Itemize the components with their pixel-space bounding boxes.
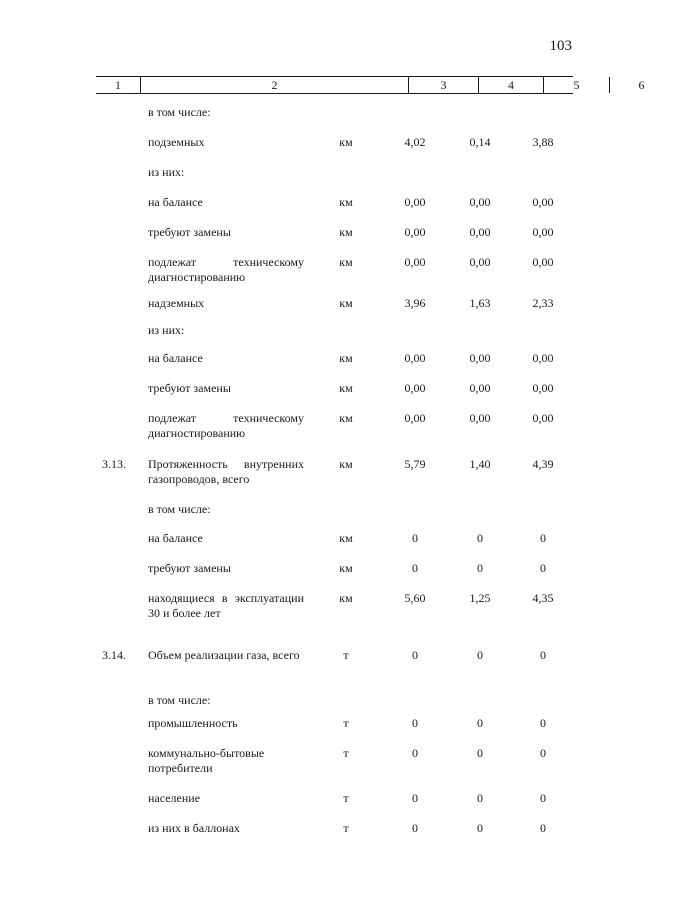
row-value-col4: 0,00 — [404, 351, 426, 365]
row-name: коммунально-бытовые потребители — [148, 746, 265, 775]
row-unit: км — [339, 296, 353, 310]
row-value-col6: 0,00 — [532, 411, 554, 425]
row-value-col5: 0,14 — [469, 135, 491, 149]
row-value-col5: 0,00 — [469, 225, 491, 239]
row-name: население — [148, 791, 201, 805]
row-value-col5: 0 — [477, 746, 483, 760]
row-value-col4: 0,00 — [404, 381, 426, 395]
row-value-col5: 0,00 — [469, 195, 491, 209]
row-value-col5: 0 — [477, 561, 483, 575]
row-name: требуют замены — [148, 561, 231, 575]
row-unit: км — [339, 135, 353, 149]
row-value-col5: 0,00 — [469, 411, 491, 425]
row-number: 3.13. — [102, 457, 126, 471]
row-name: на балансе — [148, 351, 203, 365]
row-name: из них: — [148, 323, 185, 337]
row-unit: км — [339, 561, 353, 575]
row-value-col5: 0,00 — [469, 255, 491, 269]
row-unit: т — [343, 648, 349, 662]
row-name: из них: — [148, 165, 185, 179]
row-name: промышленность — [148, 716, 238, 730]
row-value-col5: 0 — [477, 648, 483, 662]
row-unit: км — [339, 591, 353, 605]
row-name: в том числе: — [148, 502, 211, 516]
header-col-2: 2 — [140, 77, 408, 93]
row-value-col6: 0 — [540, 791, 546, 805]
row-value-col6: 4,39 — [532, 457, 554, 471]
row-unit: км — [339, 195, 353, 209]
row-value-col4: 0 — [412, 561, 418, 575]
row-value-col4: 0 — [412, 648, 418, 662]
row-number: 3.14. — [102, 648, 126, 662]
row-value-col6: 0 — [540, 648, 546, 662]
row-name: находящиеся в эксплуатации 30 и более лет — [148, 591, 304, 620]
row-value-col4: 0,00 — [404, 225, 426, 239]
row-unit: км — [339, 531, 353, 545]
row-value-col6: 4,35 — [532, 591, 554, 605]
row-value-col6: 0,00 — [532, 195, 554, 209]
row-value-col6: 0,00 — [532, 351, 554, 365]
row-name: на балансе — [148, 531, 203, 545]
row-name: на балансе — [148, 195, 203, 209]
row-unit: т — [343, 716, 349, 730]
row-name: надземных — [148, 296, 205, 310]
row-value-col4: 5,60 — [404, 591, 426, 605]
row-value-col4: 0,00 — [404, 255, 426, 269]
row-unit: км — [339, 457, 353, 471]
row-name: подземных — [148, 135, 205, 149]
row-unit: т — [343, 791, 349, 805]
row-value-col5: 0,00 — [469, 351, 491, 365]
row-name: Объем реализации газа, всего — [148, 648, 300, 662]
row-value-col4: 4,02 — [404, 135, 426, 149]
row-value-col6: 0 — [540, 531, 546, 545]
row-value-col6: 2,33 — [532, 296, 554, 310]
row-unit: км — [339, 225, 353, 239]
row-value-col5: 1,63 — [469, 296, 491, 310]
row-name: в том числе: — [148, 105, 211, 119]
row-value-col4: 0 — [412, 746, 418, 760]
row-value-col6: 0,00 — [532, 381, 554, 395]
row-value-col4: 0,00 — [404, 195, 426, 209]
row-name: Протяженность внутренних газопроводов, всего — [148, 457, 304, 486]
row-unit: км — [339, 351, 353, 365]
row-value-col5: 0,00 — [469, 381, 491, 395]
row-value-col6: 0 — [540, 821, 546, 835]
header-col-6: 6 — [609, 77, 673, 93]
row-value-col4: 0,00 — [404, 411, 426, 425]
row-value-col6: 0,00 — [532, 225, 554, 239]
row-value-col6: 3,88 — [532, 135, 554, 149]
row-value-col5: 0 — [477, 791, 483, 805]
page-number: 103 — [549, 38, 572, 54]
row-name: подлежат техническому диагностированию — [148, 255, 304, 284]
row-name: в том числе: — [148, 693, 211, 707]
row-unit: км — [339, 381, 353, 395]
row-unit: км — [339, 411, 353, 425]
row-value-col6: 0,00 — [532, 255, 554, 269]
row-value-col4: 0 — [412, 791, 418, 805]
table-header-row — [96, 76, 645, 94]
row-value-col4: 3,96 — [404, 296, 426, 310]
row-value-col4: 5,79 — [404, 457, 426, 471]
row-value-col6: 0 — [540, 561, 546, 575]
row-value-col4: 0 — [412, 531, 418, 545]
row-name: требуют замены — [148, 225, 231, 239]
row-name: требуют замены — [148, 381, 231, 395]
row-value-col6: 0 — [540, 746, 546, 760]
row-value-col5: 0 — [477, 531, 483, 545]
header-col-1: 1 — [115, 78, 121, 92]
header-col-3: 3 — [408, 77, 478, 93]
row-value-col5: 0 — [477, 716, 483, 730]
row-name: подлежат техническому диагностированию — [148, 411, 304, 440]
header-col-5: 5 — [543, 77, 609, 93]
row-value-col4: 0 — [412, 716, 418, 730]
header-col-4: 4 — [478, 77, 543, 93]
row-value-col4: 0 — [412, 821, 418, 835]
row-value-col5: 0 — [477, 821, 483, 835]
row-value-col6: 0 — [540, 716, 546, 730]
row-unit: т — [343, 821, 349, 835]
row-unit: км — [339, 255, 353, 269]
row-value-col5: 1,40 — [469, 457, 491, 471]
row-name: из них в баллонах — [148, 821, 240, 835]
row-value-col5: 1,25 — [469, 591, 491, 605]
row-unit: т — [343, 746, 349, 760]
